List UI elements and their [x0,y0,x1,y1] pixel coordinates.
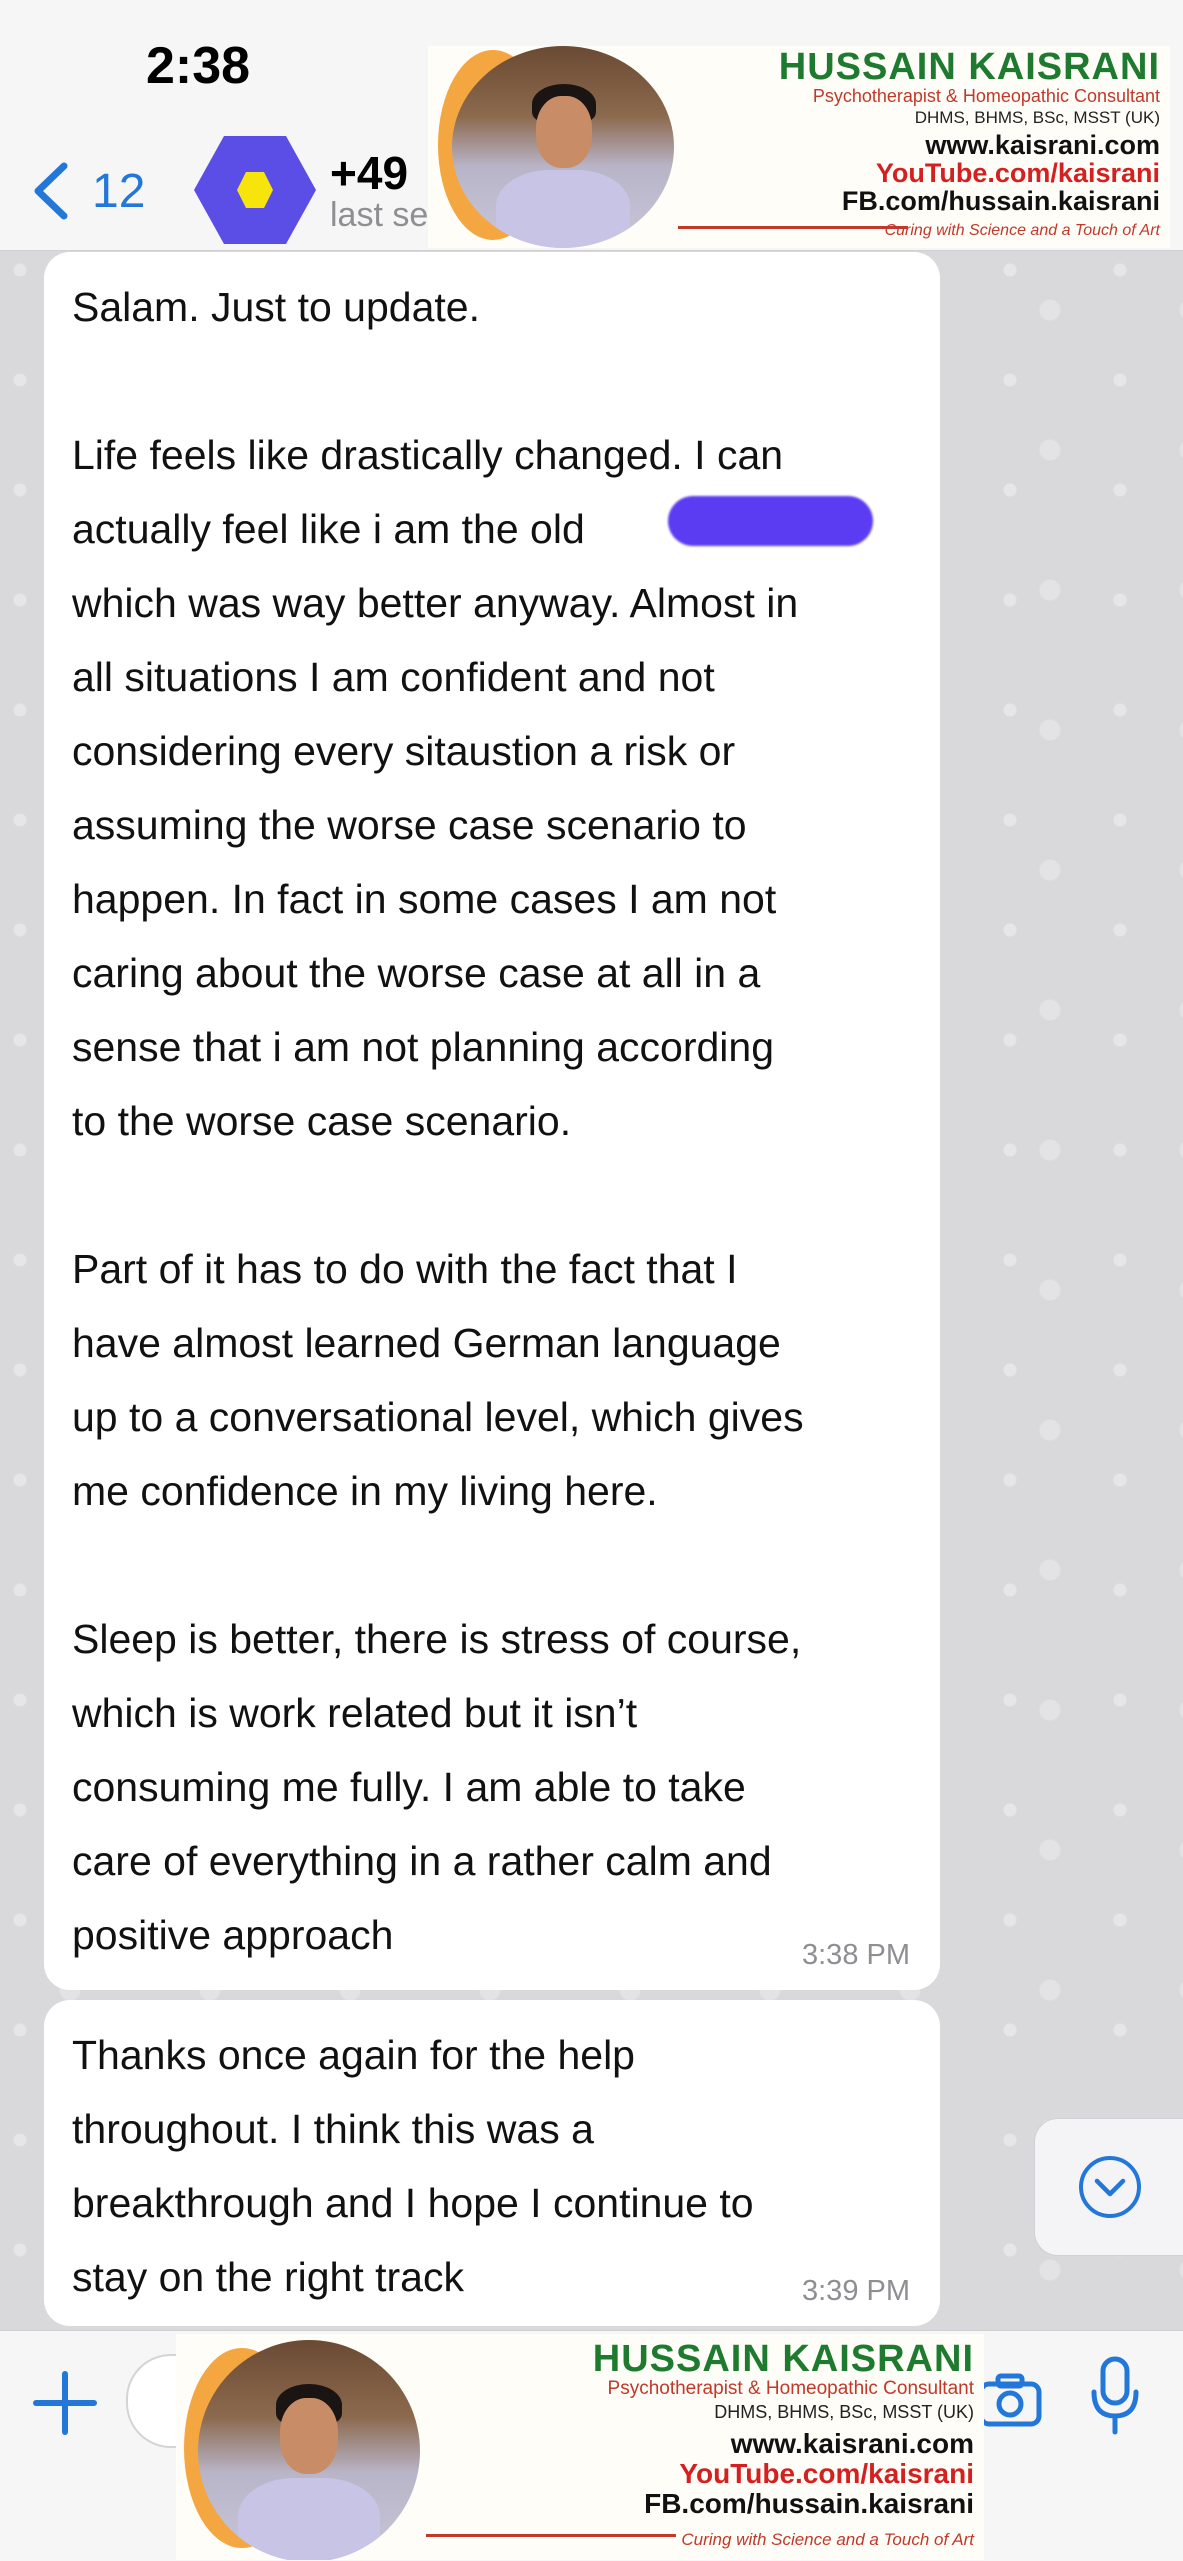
message-text: Thanks once again for the help throughout. I think this was a breakthrough and I hope I continue to stay on the right track [72,2032,754,2300]
brand-credentials: DHMS, BHMS, BSc, MSST (UK) [914,108,1160,127]
contact-name[interactable]: +49 [330,147,409,199]
brand-facebook: FB.com/hussain.kaisrani [841,186,1160,216]
plus-icon[interactable] [30,2368,100,2438]
back-button[interactable] [30,160,145,222]
scroll-to-bottom-button[interactable] [1034,2118,1183,2256]
microphone-icon[interactable] [1090,2356,1140,2436]
contact-avatar[interactable] [192,134,318,246]
chevron-down-circle-icon [1077,2154,1143,2220]
message-time: 3:39 PM [802,2275,910,2307]
brand-name: HUSSAIN KAISRANI [592,2338,974,2380]
branding-banner-bottom [176,2334,984,2560]
brand-tagline: Curing with Science and a Touch of Art [884,222,1160,239]
brand-facebook: FB.com/hussain.kaisrani [644,2488,974,2519]
brand-credentials: DHMS, BHMS, BSc, MSST (UK) [714,2402,974,2422]
brand-website: www.kaisrani.com [730,2428,974,2459]
camera-icon[interactable] [978,2372,1042,2428]
unread-count: 12 [92,164,146,218]
chevron-left-icon [30,160,72,222]
brand-youtube: YouTube.com/kaisrani [875,158,1160,188]
brand-title: Psychotherapist & Homeopathic Consultant [607,2378,974,2399]
redaction-mark [668,496,873,546]
brand-name: HUSSAIN KAISRANI [778,46,1160,88]
message-time: 3:38 PM [802,1939,910,1971]
brand-title: Psychotherapist & Homeopathic Consultant [812,86,1160,106]
banner-divider [426,2534,676,2537]
brand-tagline: Curing with Science and a Touch of Art [681,2530,974,2549]
brand-website: www.kaisrani.com [925,130,1160,160]
portrait-photo [452,46,674,248]
brand-youtube: YouTube.com/kaisrani [679,2458,974,2489]
message-text: Salam. Just to update. Life feels like drastically changed. I can actually feel like i am the old which was way better anyway. Almost in all situations I am confident and not considering every sitaustion a risk or assuming the worse case scenario to happen. In fact in some cases I am not caring about the worse case at all in a sense that i am not planning according to the worse case scenario. Part of it has to do with the fact that I have almost learned German language up to a conversational level, which gives me confidence in my living here. Sleep is better, there is stress of course, which is work related but it isn’t consuming me fully. I am able to take care of everything in a rather calm and positive approach [72,284,804,1958]
banner-divider [678,226,908,229]
portrait-photo [198,2340,420,2560]
contact-status: last se [330,196,429,234]
message-bubble[interactable] [44,2000,940,2326]
branding-banner-top [428,46,1170,248]
status-bar-time: 2:38 [146,37,251,95]
